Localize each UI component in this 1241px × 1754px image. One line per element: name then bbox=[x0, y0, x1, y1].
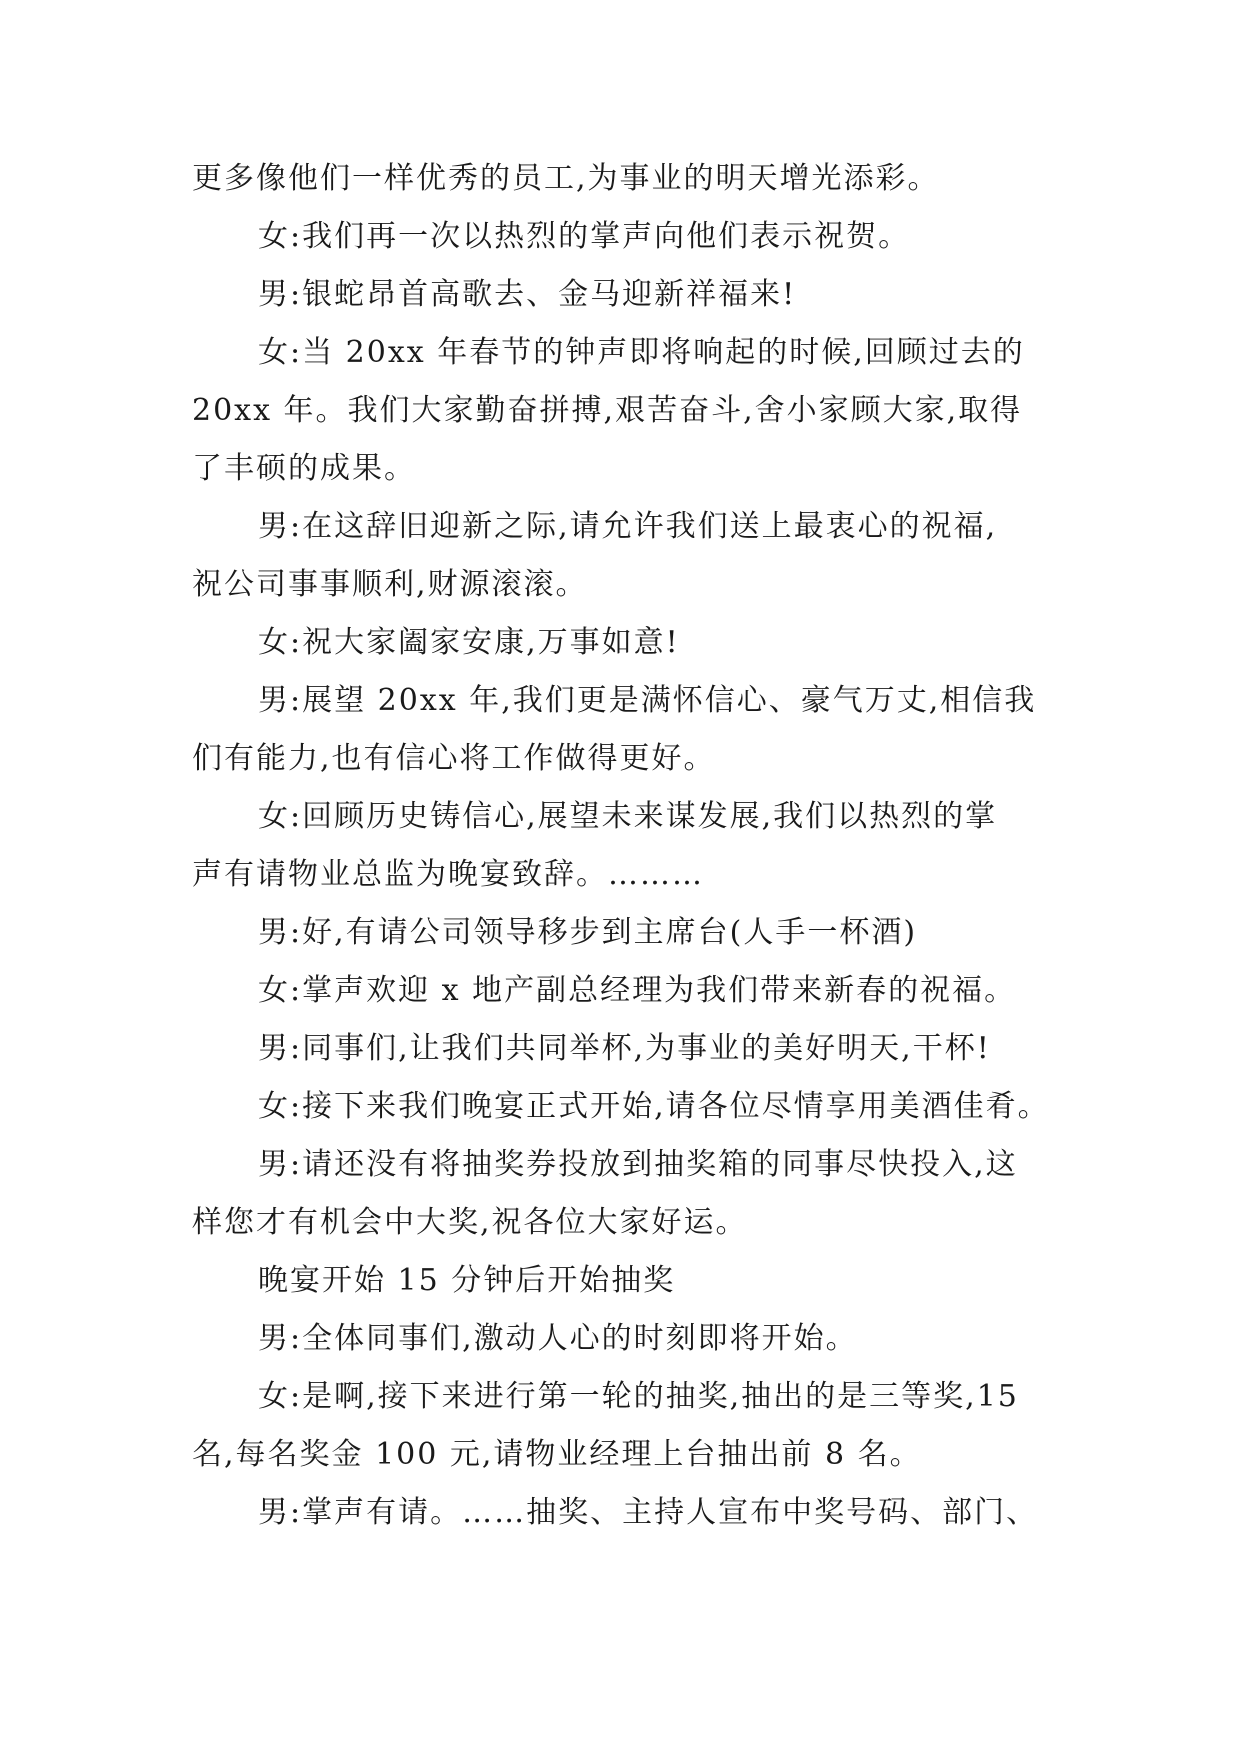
text-line: 女:当 20xx 年春节的钟声即将响起的时候,回顾过去的 bbox=[258, 335, 1025, 370]
text-line: 样您才有机会中大奖,祝各位大家好运。 bbox=[192, 1205, 748, 1240]
text-line: 女:我们再一次以热烈的掌声向他们表示祝贺。 bbox=[258, 219, 911, 254]
text-line: 更多像他们一样优秀的员工,为事业的明天增光添彩。 bbox=[192, 161, 940, 196]
text-line: 男:好,有请公司领导移步到主席台(人手一杯酒) bbox=[258, 915, 918, 950]
text-line: 了丰硕的成果。 bbox=[192, 451, 416, 486]
text-line: 男:全体同事们,激动人心的时刻即将开始。 bbox=[258, 1321, 858, 1356]
text-line: 20xx 年。我们大家勤奋拼搏,艰苦奋斗,舍小家顾大家,取得 bbox=[192, 393, 1023, 428]
text-line: 晚宴开始 15 分钟后开始抽奖 bbox=[258, 1263, 676, 1298]
text-line: 男:展望 20xx 年,我们更是满怀信心、豪气万丈,相信我 bbox=[258, 683, 1037, 718]
text-line: 男:请还没有将抽奖券投放到抽奖箱的同事尽快投入,这 bbox=[258, 1147, 1018, 1182]
text-line: 们有能力,也有信心将工作做得更好。 bbox=[192, 741, 716, 776]
text-line: 男:掌声有请。……抽奖、主持人宣布中奖号码、部门、 bbox=[258, 1495, 1039, 1530]
text-line: 女:祝大家阖家安康,万事如意! bbox=[258, 625, 680, 660]
text-line: 男:在这辞旧迎新之际,请允许我们送上最衷心的祝福, bbox=[258, 509, 998, 544]
text-line: 女:接下来我们晚宴正式开始,请各位尽情享用美酒佳肴。 bbox=[258, 1089, 1050, 1124]
text-line: 名,每名奖金 100 元,请物业经理上台抽出前 8 名。 bbox=[192, 1437, 922, 1472]
text-line: 声有请物业总监为晚宴致辞。……… bbox=[192, 857, 704, 892]
text-line: 祝公司事事顺利,财源滚滚。 bbox=[192, 567, 588, 602]
text-line: 女:是啊,接下来进行第一轮的抽奖,抽出的是三等奖,15 bbox=[258, 1379, 1019, 1414]
text-line: 女:掌声欢迎 x 地产副总经理为我们带来新春的祝福。 bbox=[258, 973, 1017, 1008]
text-line: 男:同事们,让我们共同举杯,为事业的美好明天,干杯! bbox=[258, 1031, 991, 1066]
document-page bbox=[192, 150, 1072, 1542]
text-line: 女:回顾历史铸信心,展望未来谋发展,我们以热烈的掌 bbox=[258, 799, 998, 834]
text-line: 男:银蛇昂首高歌去、金马迎新祥福来! bbox=[258, 277, 797, 312]
